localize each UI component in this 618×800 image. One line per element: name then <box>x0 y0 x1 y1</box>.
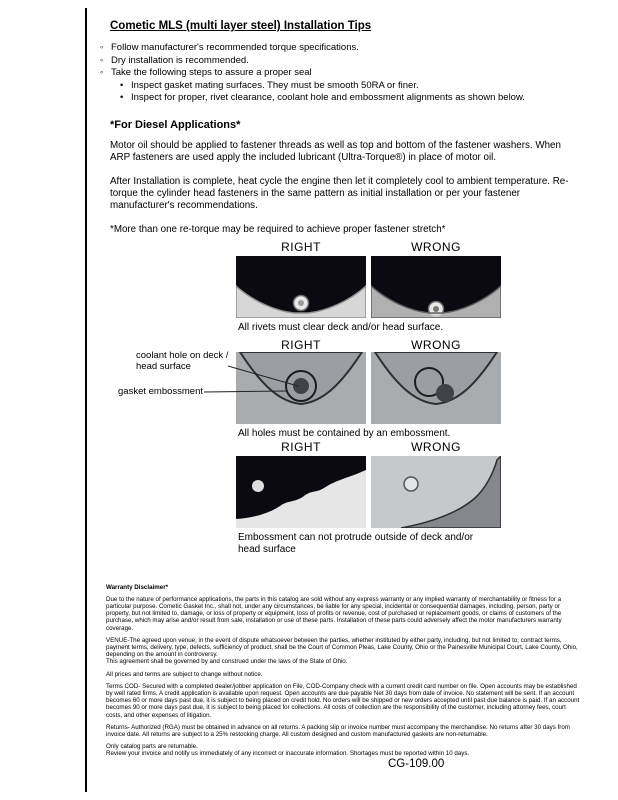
tip-item: ◦ Dry installation is recommended. <box>100 55 582 68</box>
embossment-protrusion-wrong-image <box>371 456 501 528</box>
agreement-text: This agreement shall be governed by and construed under the laws of the State of Ohio. <box>106 658 348 666</box>
gasket-embossment-callout: gasket embossment <box>118 385 204 397</box>
right-label-row3: RIGHT <box>281 439 321 454</box>
warranty-disclaimer-heading: Warranty Disclaimer* <box>106 583 169 591</box>
page-title: Cometic MLS (multi layer steel) Installation Tips <box>110 20 372 32</box>
embossment-protrusion-right-image <box>236 456 366 528</box>
tip-item: ◦ Take the following steps to assure a proper seal <box>100 67 582 80</box>
right-label-row1: RIGHT <box>281 239 321 254</box>
diesel-paragraph-1: Motor oil should be applied to fastener threads as well as top and bottom of the fastener washers. When ARP fasteners are used apply the included lubricant (Ultra-Torque®) in place of motor oil. <box>110 139 561 163</box>
row1-caption: All rivets must clear deck and/or head surface. <box>238 321 444 333</box>
review-text: Review your invoice and notify us immediately of any incorrect or inaccurate information. Shortages must be reported within 10 days. <box>106 750 470 758</box>
wrong-label-row3: WRONG <box>411 439 461 454</box>
diesel-applications-heading: *For Diesel Applications* <box>110 118 241 131</box>
diesel-paragraph-2: After Installation is complete, heat cycle the engine then let it completely cool to ambient temperature. Re-torque the cylinder head fasteners in the same pattern as initial installation or per your fastener manufacturer's recommendations. <box>110 175 569 211</box>
catalog-text: Only catalog parts are returnable. <box>106 743 198 751</box>
row3-caption: Embossment can not protrude outside of deck and/or head surface <box>238 531 474 555</box>
venue-paragraph <box>106 637 580 666</box>
installation-tips-list <box>100 42 582 105</box>
warranty-paragraph: Due to the nature of performance applications, the parts in this catalog are sold without any express warranty or any implied warranty of merchantability or fitness for a particular purpose. Cometic Gasket Inc., shall not, under any circumstances, be liable for any special, incidental or consequential damages, including, person, party or property, but not limited to, damage, or loss of property or equipment, loss of profits or revenue, cost of purchased or replacement goods, or claims of customers of the purchase, which may arise and/or result from sale, installation or use of these parts. Installation of these parts could adversely affect the motor manufacturers warranty coverage. <box>106 595 562 632</box>
venue-text: VENUE-The agreed upon venue, in the event of dispute whatsoever between the parties, whether instituted by either party, including, but not limited to, contract terms, payment terms, delivery, type, defects, sufficiency of product, shall be the Court of Common Pleas, Lake County, Ohio or the Painesville Municipal Court, Lake County, Ohio, depending on the amount in controversy. <box>106 636 578 659</box>
embossment-containment-right-image <box>236 352 366 424</box>
prices-paragraph: All prices and terms are subject to change without notice. <box>106 670 263 678</box>
returns-paragraph: Returns- Authorized (RGA) must be obtained in advance on all returns. A packing slip or invoice number must accompany the merchandise. No returns after 30 days from invoice date. All returns are subject to a 25% restocking charge. All custom designed and custom manufactured gaskets are non-returnable. <box>106 723 570 738</box>
rivet-clearance-right-image <box>236 256 366 318</box>
legal-section <box>106 584 580 758</box>
terms-paragraph: Terms COD- Secured with a completed dealer/jobber application on File, COD-Company check with a current credit card number on file. Open accounts may be established by well rated firms. A credit application is available upon request. Open accounts are due payable Net 30 days from date of invoice. No statement will be sent. If an account becomes 60 or more days past due, it is subject to being placed on credit hold. No orders will be shipped or new orders accepted until past due balance is paid. If an account becomes 90 or more days past due, it is subject to being placed for collections. All costs of collection are the responsibility of the customer, including attorney fees, court costs, and other expenses of litigation. <box>106 682 580 719</box>
document-content <box>96 14 582 763</box>
wrong-label-row1: WRONG <box>411 239 461 254</box>
row2-caption: All holes must be contained by an embossment. <box>238 427 451 439</box>
tip-sub-item: • Inspect gasket mating surfaces. They must be smooth 50RA or finer. <box>120 80 582 93</box>
diagram-section <box>96 240 582 560</box>
tip-item: ◦ Follow manufacturer's recommended torque specifications. <box>100 42 582 55</box>
coolant-hole-callout: coolant hole on deck / head surface <box>136 349 229 372</box>
left-margin-rule <box>85 8 87 792</box>
wrong-label-row2: WRONG <box>411 337 461 352</box>
document-number: CG-109.00 <box>388 758 445 770</box>
catalog-paragraph <box>106 743 580 757</box>
embossment-containment-wrong-image <box>371 352 501 424</box>
retorque-note: *More than one re-torque may be required to achieve proper fastener stretch* <box>110 223 446 235</box>
right-label-row2: RIGHT <box>281 337 321 352</box>
rivet-clearance-wrong-image <box>371 256 501 318</box>
tip-sub-item: • Inspect for proper, rivet clearance, coolant hole and embossment alignments as shown below. <box>120 92 582 105</box>
